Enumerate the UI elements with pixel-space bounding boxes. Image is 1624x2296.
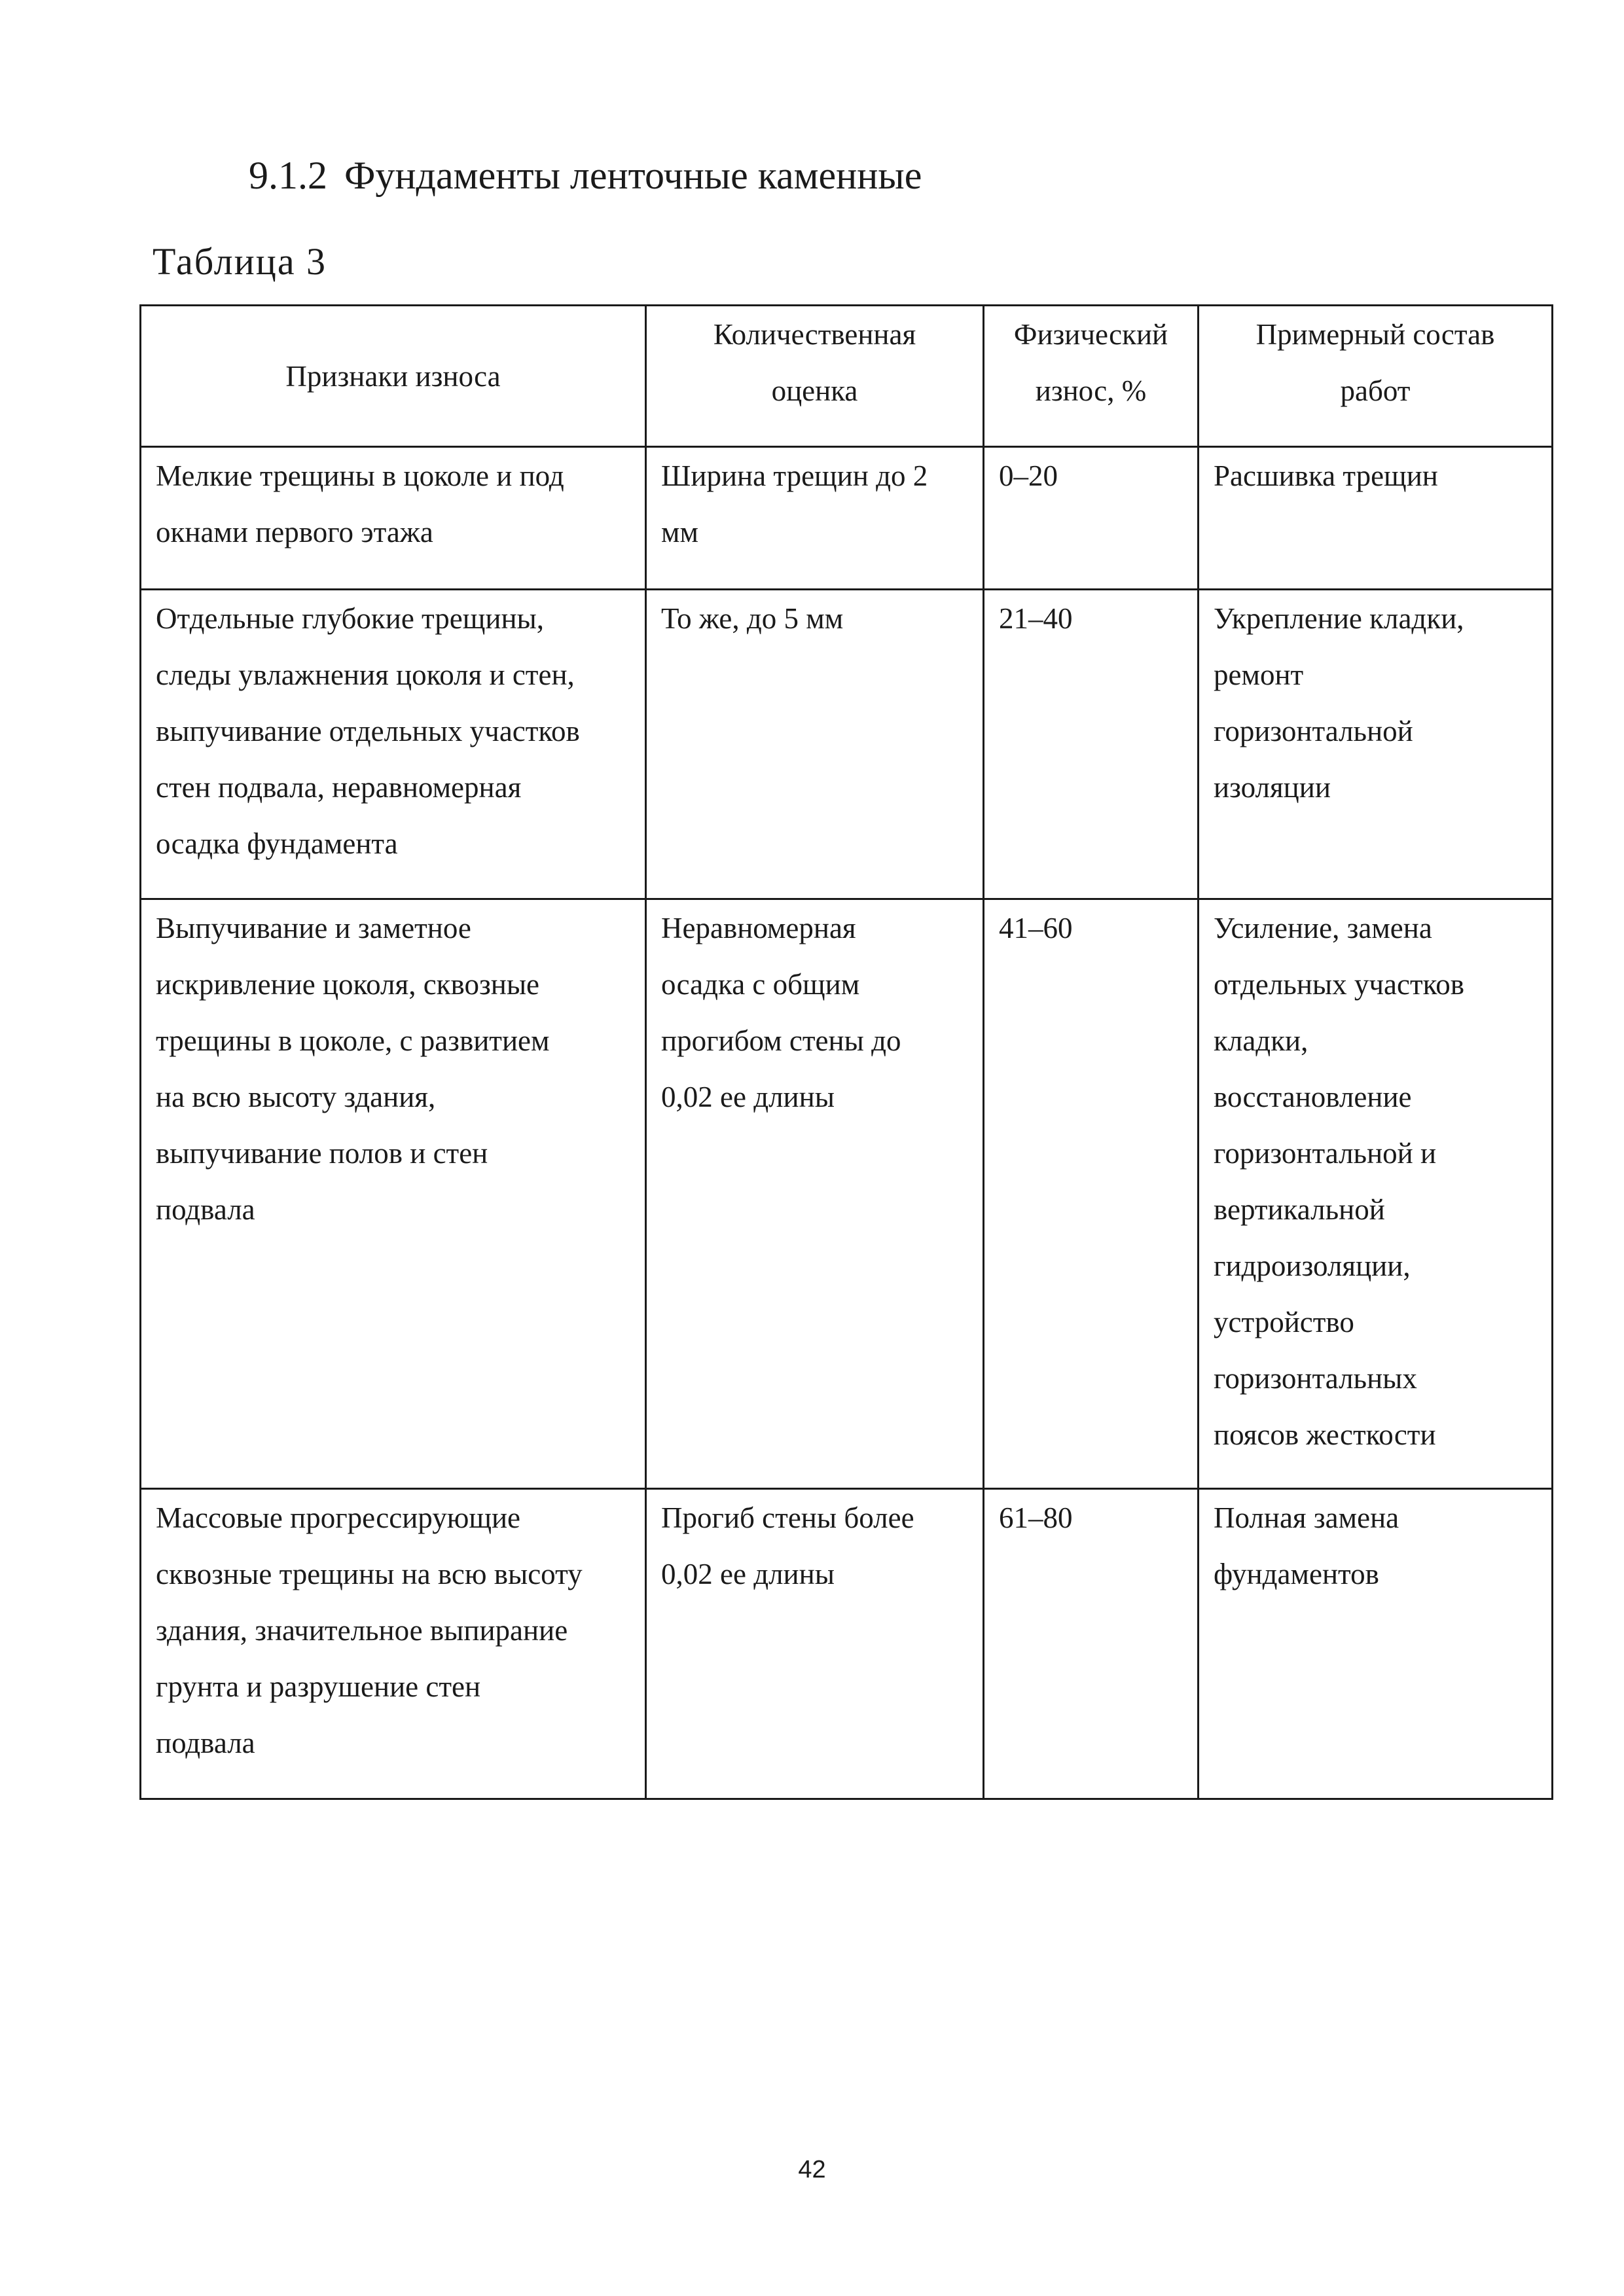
cell-works: Полная замена фундаментов <box>1199 1489 1553 1799</box>
cell-signs: Выпучивание и заметное искривление цоколя, сквозные трещины в цоколе, с развитием на всю высоту здания, выпучивание полов и стен подвала <box>141 899 646 1489</box>
cell-wear: 21–40 <box>984 590 1199 899</box>
header-quantitative: Количественная оценка <box>646 306 984 447</box>
wear-table <box>139 304 1553 1800</box>
cell-works: Укрепление кладки, ремонт горизонтальной изоляции <box>1199 590 1553 899</box>
cell-wear: 61–80 <box>984 1489 1199 1799</box>
header-signs: Признаки износа <box>141 306 646 447</box>
section-title-text: Фундаменты ленточные каменные <box>344 154 922 197</box>
table-header-row <box>141 306 1553 447</box>
table-row <box>141 590 1553 899</box>
cell-quantitative: Прогиб стены более 0,02 ее длины <box>646 1489 984 1799</box>
header-works: Примерный состав работ <box>1199 306 1553 447</box>
table-row <box>141 1489 1553 1799</box>
page-number: 42 <box>798 2156 826 2183</box>
cell-signs: Массовые прогрессирующие сквозные трещины на всю высоту здания, значительное выпирание грунта и разрушение стен подвала <box>141 1489 646 1799</box>
cell-quantitative: Ширина трещин до 2 мм <box>646 447 984 590</box>
cell-wear: 41–60 <box>984 899 1199 1489</box>
header-wear: Физический износ, % <box>984 306 1199 447</box>
cell-quantitative: То же, до 5 мм <box>646 590 984 899</box>
table-row <box>141 447 1553 590</box>
cell-works: Расшивка трещин <box>1199 447 1553 590</box>
table-caption: Таблица 3 <box>153 240 327 283</box>
section-number: 9.1.2 <box>249 154 327 197</box>
cell-quantitative: Неравномерная осадка с общим прогибом стены до 0,02 ее длины <box>646 899 984 1489</box>
section-heading <box>249 149 922 202</box>
table-row <box>141 899 1553 1489</box>
cell-works: Усиление, замена отдельных участков кладки, восстановление горизонтальной и вертикальной гидроизоляции, устройство горизонтальных поясов жесткости <box>1199 899 1553 1489</box>
cell-signs: Мелкие трещины в цоколе и под окнами первого этажа <box>141 447 646 590</box>
cell-wear: 0–20 <box>984 447 1199 590</box>
cell-signs: Отдельные глубокие трещины, следы увлажнения цоколя и стен, выпучивание отдельных участков стен подвала, неравномерная осадка фундамента <box>141 590 646 899</box>
